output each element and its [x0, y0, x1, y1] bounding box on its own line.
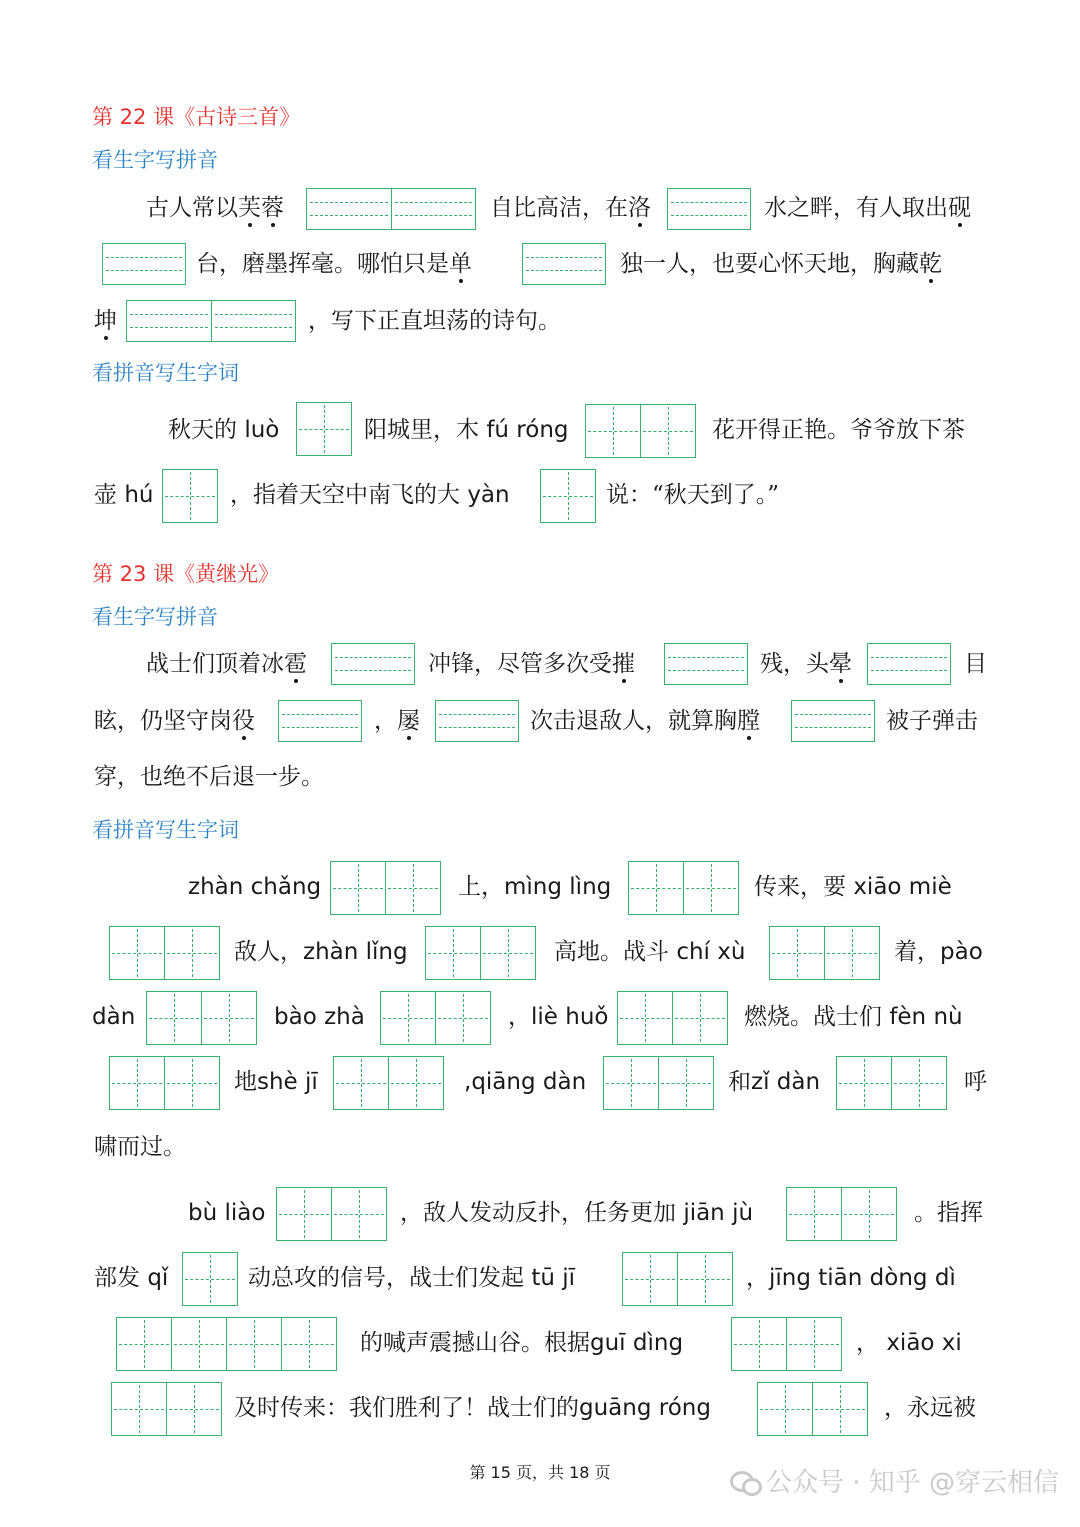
- text: 。指挥: [914, 1200, 983, 1226]
- text: ，liè huǒ: [508, 1004, 609, 1030]
- text: ，永远被: [884, 1395, 976, 1421]
- text: 眩，仍坚守岗役: [94, 708, 255, 734]
- tianzi-box[interactable]: [769, 926, 880, 980]
- text: 动总攻的信号，战士们发起 tū jī: [248, 1265, 575, 1291]
- tianzi-box[interactable]: [786, 1187, 897, 1241]
- pinyin-box[interactable]: [664, 643, 748, 685]
- text: 秋天的 luò: [168, 417, 280, 443]
- pinyin-box[interactable]: [331, 643, 415, 685]
- tianzi-box[interactable]: [603, 1056, 714, 1110]
- tianzi-box[interactable]: [109, 1056, 220, 1110]
- text: 冲锋，尽管多次受摧: [428, 651, 635, 677]
- text: 被子弹击: [886, 708, 978, 734]
- lesson-22-title: 第 22 课《古诗三首》: [92, 105, 301, 129]
- lesson-23-title: 第 23 课《黄继光》: [92, 562, 280, 586]
- pinyin: bào zhà: [274, 1004, 365, 1030]
- pinyin-box[interactable]: [791, 700, 875, 742]
- text: 传来，要 xiāo miè: [754, 874, 952, 900]
- tianzi-box[interactable]: [628, 861, 739, 915]
- tianzi-box[interactable]: [109, 926, 220, 980]
- tianzi-box[interactable]: [330, 861, 441, 915]
- tianzi-box[interactable]: [333, 1056, 444, 1110]
- tianzi-box[interactable]: [757, 1382, 868, 1436]
- section-write-characters: 看拼音写生字词: [92, 818, 239, 842]
- text: 及时传来：我们胜利了！战士们的guāng róng: [234, 1395, 711, 1421]
- tianzi-box[interactable]: [380, 991, 491, 1045]
- tianzi-box[interactable]: [162, 469, 218, 523]
- page-number: 第 15 页，共 18 页: [469, 1463, 611, 1482]
- text: 残，头晕: [760, 651, 852, 677]
- text: ，jīng tiān dòng dì: [746, 1265, 956, 1291]
- text: 燃烧。战士们 fèn nù: [744, 1004, 963, 1030]
- tianzi-box[interactable]: [116, 1317, 337, 1371]
- tianzi-box[interactable]: [111, 1382, 222, 1436]
- text: 着，pào: [894, 939, 983, 965]
- tianzi-box[interactable]: [617, 991, 728, 1045]
- tianzi-box[interactable]: [182, 1252, 238, 1306]
- tianzi-box[interactable]: [146, 991, 257, 1045]
- tianzi-box[interactable]: [296, 402, 352, 456]
- text: 说：“秋天到了。”: [606, 482, 780, 508]
- section-write-characters: 看拼音写生字词: [92, 361, 239, 385]
- text: ，敌人发动反扑，任务更加 jiān jù: [400, 1200, 754, 1226]
- text: 目: [964, 651, 987, 677]
- pinyin: zhàn chǎng: [188, 874, 322, 900]
- tianzi-box[interactable]: [585, 404, 696, 458]
- text: ，屡: [374, 708, 420, 734]
- watermark: 公众号 · 知乎 @穿云相信: [730, 1462, 1059, 1499]
- tianzi-box[interactable]: [622, 1252, 733, 1306]
- text: 部发 qǐ: [94, 1265, 169, 1291]
- wechat-icon: [730, 1468, 760, 1494]
- tianzi-box[interactable]: [425, 926, 536, 980]
- pinyin-box[interactable]: [667, 188, 751, 230]
- text: 壶 hú: [94, 482, 154, 508]
- text: 呼: [964, 1069, 987, 1095]
- text: ，写下正直坦荡的诗句。: [308, 308, 561, 334]
- text: 次击退敌人，就算胸膛: [530, 708, 760, 734]
- text: 自比高洁，在洛: [490, 195, 651, 221]
- text: 和zǐ dàn: [728, 1069, 821, 1095]
- tianzi-box[interactable]: [731, 1317, 842, 1371]
- text: 上，mìng lìng: [458, 874, 612, 900]
- tianzi-box[interactable]: [276, 1187, 387, 1241]
- text: 啸而过。: [94, 1134, 186, 1160]
- pinyin-box[interactable]: [278, 700, 362, 742]
- tianzi-box[interactable]: [836, 1056, 947, 1110]
- text: 阳城里，木 fú róng: [364, 417, 569, 443]
- text: 台，磨墨挥毫。哪怕只是单: [196, 251, 472, 277]
- text: 坤: [94, 308, 117, 334]
- pinyin: ,qiāng dàn: [464, 1069, 587, 1095]
- section-write-pinyin: 看生字写拼音: [92, 148, 218, 172]
- pinyin-box[interactable]: [435, 700, 519, 742]
- pinyin-box[interactable]: [867, 643, 951, 685]
- section-write-pinyin: 看生字写拼音: [92, 605, 218, 629]
- tianzi-box[interactable]: [540, 469, 596, 523]
- text: 古人常以芙蓉: [146, 195, 284, 221]
- text: 地shè jī: [234, 1069, 318, 1095]
- pinyin-box[interactable]: [306, 188, 476, 230]
- pinyin-box[interactable]: [102, 243, 186, 285]
- pinyin: bù liào: [188, 1200, 266, 1226]
- pinyin-box[interactable]: [522, 243, 606, 285]
- text: 独一人，也要心怀天地，胸藏乾: [620, 251, 942, 277]
- text: 敌人，zhàn lǐng: [234, 939, 408, 965]
- text: 水之畔，有人取出砚: [764, 195, 971, 221]
- text: ， xiāo xi: [856, 1330, 962, 1356]
- pinyin-box[interactable]: [126, 300, 296, 342]
- text: 的喊声震撼山谷。根据guī dìng: [360, 1330, 684, 1356]
- text: 高地。战斗 chí xù: [554, 939, 746, 965]
- pinyin: dàn: [92, 1004, 136, 1030]
- text: 花开得正艳。爷爷放下茶: [712, 417, 965, 443]
- text: ，指着天空中南飞的大 yàn: [230, 482, 510, 508]
- text: 战士们顶着冰雹: [146, 651, 307, 677]
- text: 穿，也绝不后退一步。: [94, 764, 324, 790]
